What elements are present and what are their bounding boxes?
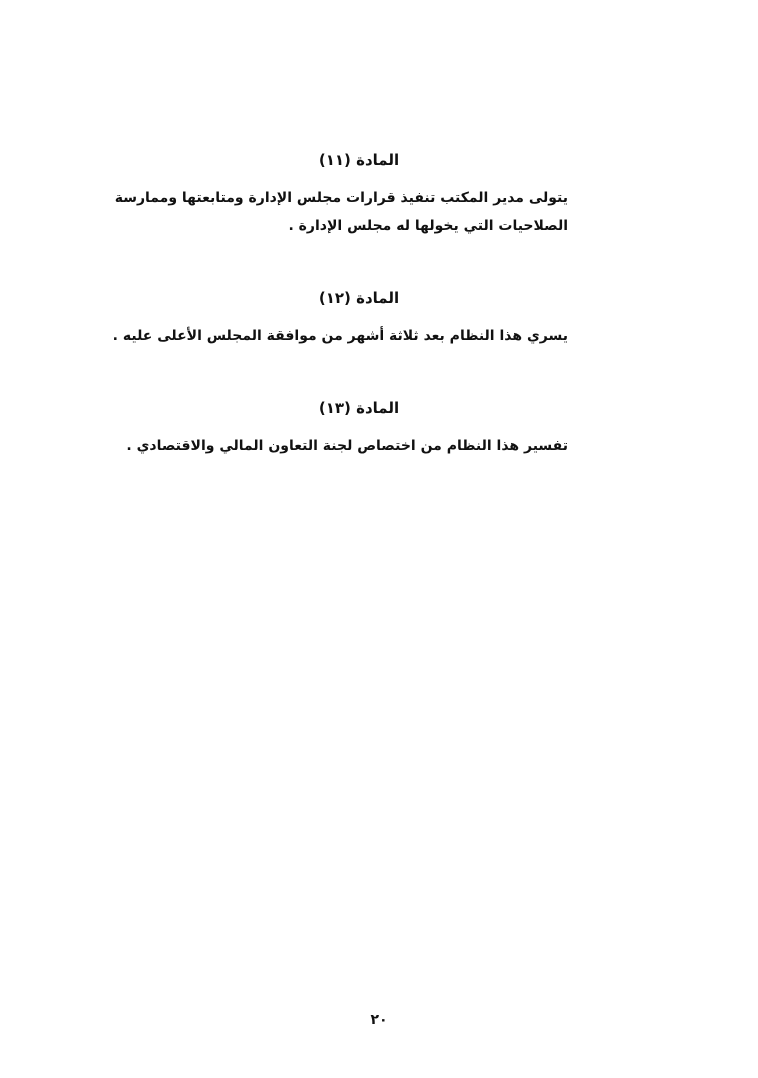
article-line: يتولى مدير المكتب تنفيذ قرارات مجلس الإدارة ومتابعتها وممارسة (114, 190, 568, 206)
article-line: تفسير هذا النظام من اختصاص لجنة التعاون المالي والاقتصادي . (126, 438, 568, 454)
article-line: يسري هذا النظام بعد ثلاثة أشهر من موافقة المجلس الأعلى عليه . (112, 328, 568, 344)
article-11 (114, 150, 568, 240)
article-body (112, 322, 568, 350)
article-heading: المادة (١٣) (318, 399, 400, 417)
article-body (126, 432, 568, 460)
article-heading: المادة (١٢) (318, 289, 400, 307)
page-number: ٢٠ (370, 1012, 388, 1028)
article-13 (126, 398, 568, 460)
article-line: الصلاحيات التي يخولها له مجلس الإدارة . (288, 218, 568, 234)
article-12 (112, 288, 568, 350)
article-body (114, 184, 568, 240)
article-heading: المادة (١١) (318, 151, 400, 169)
